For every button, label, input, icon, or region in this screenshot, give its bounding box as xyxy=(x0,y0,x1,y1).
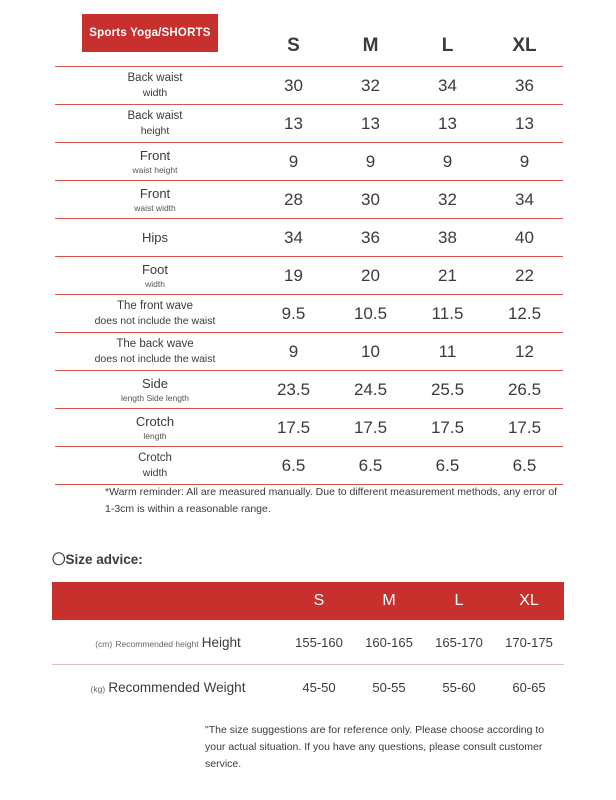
advice-label-header xyxy=(52,582,284,620)
size-advice-header-row xyxy=(52,582,564,620)
advice-row-label xyxy=(52,620,284,665)
advice-column-header-s: S xyxy=(284,582,354,620)
product-category-badge: Sports Yoga/SHORTS xyxy=(82,14,218,52)
row-label xyxy=(55,371,255,409)
cell-value: 9 xyxy=(442,151,453,171)
cell-value: 10 xyxy=(361,341,380,361)
advice-column-header-m: M xyxy=(354,582,424,620)
cell-value: 34 xyxy=(515,189,534,209)
cell-value: 13 xyxy=(438,113,457,133)
cell-value: 13 xyxy=(515,113,534,133)
cell-value: 30 xyxy=(361,189,380,209)
cell-value: 22 xyxy=(515,265,534,285)
row-label-line1: The back wave xyxy=(116,337,194,350)
row-label xyxy=(55,219,255,257)
cell-value: 28 xyxy=(284,189,303,209)
cell-value: 12 xyxy=(515,341,534,361)
cell-value: 6.5 xyxy=(435,455,460,475)
row-label xyxy=(55,257,255,295)
cell-value: 13 xyxy=(361,113,380,133)
cell-value: 36 xyxy=(515,75,534,95)
row-label xyxy=(55,295,255,333)
cell-value: 25.5 xyxy=(430,379,465,399)
cell-value: 17.5 xyxy=(276,417,311,437)
cell-value: 6.5 xyxy=(512,455,537,475)
advice-label-big: Height xyxy=(201,634,241,650)
cell-value: 34 xyxy=(438,75,457,95)
cell-value: 17.5 xyxy=(353,417,388,437)
table-row xyxy=(55,295,563,333)
advice-column-header-xl: XL xyxy=(494,582,564,620)
row-label-line2: length Side length xyxy=(120,392,190,403)
list-item xyxy=(52,665,564,710)
cell-value: 34 xyxy=(284,227,303,247)
row-label-line2: length xyxy=(143,430,167,441)
advice-cell-value: 155-160 xyxy=(284,620,354,665)
size-advice-title: 〇Size advice: xyxy=(52,552,143,567)
table-row xyxy=(55,181,563,219)
row-label-line2: does not include the waist xyxy=(94,353,216,366)
cell-value: 10.5 xyxy=(353,303,388,323)
row-label-line1: Back waist xyxy=(127,71,183,84)
row-label-line1: Back waist xyxy=(127,109,183,122)
cell-value: 23.5 xyxy=(276,379,311,399)
row-label-line2: does not include the waist xyxy=(94,315,216,328)
cell-value: 21 xyxy=(438,265,457,285)
advice-cell-value: 160-165 xyxy=(354,620,424,665)
advice-cell-value: 45-50 xyxy=(302,679,336,695)
cell-value: 19 xyxy=(284,265,303,285)
table-row xyxy=(55,447,563,485)
cell-value: 9 xyxy=(288,341,299,361)
size-advice-table xyxy=(52,582,564,709)
cell-value: 20 xyxy=(361,265,380,285)
table-row xyxy=(55,105,563,143)
row-label xyxy=(55,409,255,447)
advice-row-label xyxy=(52,665,284,710)
row-label-line1: Foot xyxy=(141,261,168,277)
list-item xyxy=(52,620,564,665)
cell-value: 12.5 xyxy=(507,303,542,323)
advice-cell-value: 60-65 xyxy=(512,679,546,695)
advice-cell-value: 165-170 xyxy=(424,620,494,665)
row-label xyxy=(55,333,255,371)
row-label-line2: waist width xyxy=(134,202,176,213)
advice-unit: (cm) xyxy=(95,638,113,649)
row-label-line1: Crotch xyxy=(135,413,175,429)
cell-value: 13 xyxy=(284,113,303,133)
cell-value: 6.5 xyxy=(281,455,306,475)
advice-cell-value: 170-175 xyxy=(494,620,564,665)
table-row xyxy=(55,219,563,257)
column-header-l: L xyxy=(441,35,454,56)
measurement-table xyxy=(55,26,563,485)
size-advice-footnote: "The size suggestions are for reference only. Please choose according to your actual situation. If you have any questions, please consult customer service. xyxy=(205,724,545,770)
cell-value: 9 xyxy=(365,151,376,171)
table-row xyxy=(55,67,563,105)
row-label-line2: height xyxy=(140,125,170,138)
measurement-table-header-row xyxy=(55,26,563,67)
row-label-line1: The front wave xyxy=(116,299,194,312)
column-header-s: S xyxy=(287,35,300,56)
cell-value: 11.5 xyxy=(431,303,464,323)
table-row xyxy=(55,371,563,409)
cell-value: 11 xyxy=(438,341,457,361)
advice-column-header-l: L xyxy=(424,582,494,620)
table-row xyxy=(55,257,563,295)
row-label-line2: waist height xyxy=(132,164,178,175)
cell-value: 32 xyxy=(438,189,457,209)
table-row xyxy=(55,409,563,447)
advice-unit: (kg) xyxy=(90,683,106,694)
column-header-m: M xyxy=(362,35,379,56)
row-label xyxy=(55,67,255,105)
row-label xyxy=(55,447,255,485)
advice-cell-value: 55-60 xyxy=(442,679,476,695)
advice-label-small: Recommended height xyxy=(115,638,199,649)
cell-value: 6.5 xyxy=(358,455,383,475)
row-label-line1: Crotch xyxy=(138,451,172,464)
cell-value: 26.5 xyxy=(507,379,542,399)
cell-value: 9.5 xyxy=(281,303,306,323)
row-label-line1: Side xyxy=(141,375,169,391)
cell-value: 24.5 xyxy=(353,379,388,399)
cell-value: 17.5 xyxy=(507,417,542,437)
row-label-line1: Front xyxy=(139,147,171,163)
column-header-xl: XL xyxy=(512,35,537,56)
advice-label-big: Recommended Weight xyxy=(108,679,246,695)
cell-value: 40 xyxy=(515,227,534,247)
row-label-line1: Front xyxy=(139,185,171,201)
cell-value: 30 xyxy=(284,75,303,95)
advice-cell-value: 50-55 xyxy=(372,679,406,695)
measurement-label-header xyxy=(55,26,255,67)
table-row xyxy=(55,143,563,181)
row-label-line2: width xyxy=(145,278,165,289)
row-label xyxy=(55,143,255,181)
cell-value: 36 xyxy=(361,227,380,247)
row-label-line2: width xyxy=(142,87,168,100)
row-label-line1: Hips xyxy=(141,229,168,245)
cell-value: 38 xyxy=(438,227,457,247)
cell-value: 17.5 xyxy=(430,417,465,437)
cell-value: 32 xyxy=(361,75,380,95)
table-row xyxy=(55,333,563,371)
row-label-line2: width xyxy=(142,467,168,480)
cell-value: 9 xyxy=(288,151,299,171)
warm-reminder-text: *Warm reminder: All are measured manually. Due to different measurement methods, any error of 1-3cm is within a reasonable range. xyxy=(105,486,558,515)
row-label xyxy=(55,181,255,219)
cell-value: 9 xyxy=(519,151,530,171)
row-label xyxy=(55,105,255,143)
